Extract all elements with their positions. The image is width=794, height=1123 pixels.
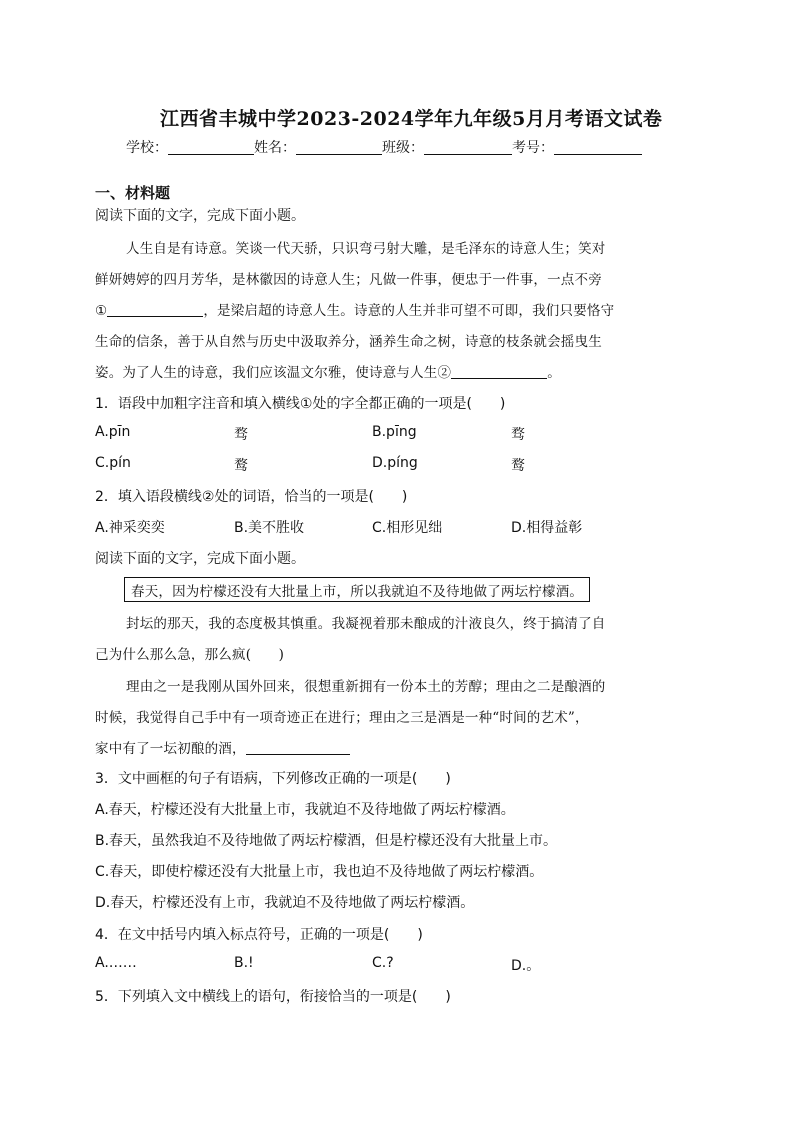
- passage1-line: 人生自是有诗意。笑谈一代天骄，只识弯弓射大雕，是毛泽东的诗意人生；笑对: [126, 241, 606, 257]
- passage1-line: 姿。为了人生的诗意，我们应该温文尔雅，使诗意与人生② 。: [95, 365, 561, 381]
- blank-3: [246, 741, 350, 755]
- blank-1: [107, 303, 203, 317]
- student-info-row: [126, 137, 642, 157]
- passage1-line: 生命的信条，善于从自然与历史中汲取养分，涵养生命之树，诗意的枝条就会摇曳生: [95, 334, 602, 350]
- class-label: 班级：: [382, 140, 424, 156]
- q3-option-a[interactable]: A.春天，柠檬还没有大批量上市，我就迫不及待地做了两坛柠檬酒。: [95, 802, 515, 818]
- passage1-line: ① ，是梁启超的诗意人生。诗意的人生并非可望不可即，我们只要恪守: [95, 303, 615, 319]
- q4-option-a[interactable]: A.……: [95, 955, 137, 971]
- q1-option-c[interactable]: C.pín: [95, 455, 131, 471]
- blank-2: [451, 365, 547, 379]
- number-label: 考号：: [512, 140, 554, 156]
- q3-option-c[interactable]: C.春天，即使柠檬还没有大批量上市，我也迫不及待地做了两坛柠檬酒。: [95, 864, 544, 880]
- passage2-line: 己为什么那么急，那么疯( ): [95, 647, 285, 663]
- boxed-sentence: 春天，因为柠檬还没有大批量上市，所以我就迫不及待地做了两坛柠檬酒。: [124, 577, 590, 602]
- class-blank[interactable]: [424, 140, 512, 155]
- q1-option-c-char: 鹜: [234, 458, 248, 474]
- q4-option-d[interactable]: D.。: [511, 958, 541, 974]
- q4-option-b[interactable]: B.!: [234, 955, 254, 971]
- question-4: 4．在文中括号内填入标点符号，正确的一项是( ): [95, 927, 423, 943]
- page-title: 江西省丰城中学2023-2024学年九年级5月月考语文试卷: [160, 108, 663, 130]
- q3-option-d[interactable]: D.春天，柠檬还没有上市，我就迫不及待地做了两坛柠檬酒。: [95, 895, 475, 911]
- q4-option-c[interactable]: C.?: [372, 955, 394, 971]
- name-label: 姓名：: [254, 140, 296, 156]
- q2-option-c[interactable]: C.相形见绌: [372, 520, 443, 536]
- q1-option-b-char: 骛: [511, 427, 525, 443]
- question-1: 1．语段中加粗字注音和填入横线①处的字全都正确的一项是( ): [95, 396, 506, 412]
- q1-option-b[interactable]: B.pīng: [372, 424, 417, 440]
- passage2-line: 时候，我觉得自己手中有一项奇迹正在进行；理由之三是酒是一种“时间的艺术”，: [95, 710, 589, 726]
- question-5: 5．下列填入文中横线上的语句，衔接恰当的一项是( ): [95, 989, 451, 1005]
- passage1-line: 鲜妍娉婷的四月芳华，是林徽因的诗意人生；凡做一件事，便忠于一件事，一点不旁: [95, 272, 602, 288]
- name-blank[interactable]: [296, 140, 382, 155]
- school-label: 学校：: [126, 140, 168, 156]
- q1-option-a[interactable]: A.pīn: [95, 424, 131, 440]
- q3-option-b[interactable]: B.春天，虽然我迫不及待地做了两坛柠檬酒，但是柠檬还没有大批量上市。: [95, 833, 558, 849]
- q1-option-d-char: 鹜: [511, 458, 525, 474]
- section-heading: 一、材料题: [95, 184, 171, 202]
- q2-option-d[interactable]: D.相得益彰: [511, 520, 583, 536]
- q2-option-b[interactable]: B.美不胜收: [234, 520, 305, 536]
- question-2: 2．填入语段横线②处的词语，恰当的一项是( ): [95, 489, 408, 505]
- q1-option-a-char: 骛: [234, 427, 248, 443]
- school-blank[interactable]: [168, 140, 254, 155]
- q2-option-a[interactable]: A.神采奕奕: [95, 520, 165, 536]
- q1-option-d[interactable]: D.píng: [372, 455, 418, 471]
- passage2-line: 家中有了一坛初酿的酒，: [95, 737, 350, 757]
- reading-instruction: 阅读下面的文字，完成下面小题。: [95, 208, 305, 224]
- reading-instruction: 阅读下面的文字，完成下面小题。: [95, 551, 305, 567]
- question-3: 3．文中画框的句子有语病，下列修改正确的一项是( ): [95, 771, 451, 787]
- number-blank[interactable]: [554, 140, 642, 155]
- passage2-line: 理由之一是我刚从国外回来，很想重新拥有一份本土的芳醇；理由之二是酿酒的: [126, 679, 606, 695]
- passage2-line: 封坛的那天，我的态度极其慎重。我凝视着那未酿成的汁液良久，终于搞清了自: [126, 616, 606, 632]
